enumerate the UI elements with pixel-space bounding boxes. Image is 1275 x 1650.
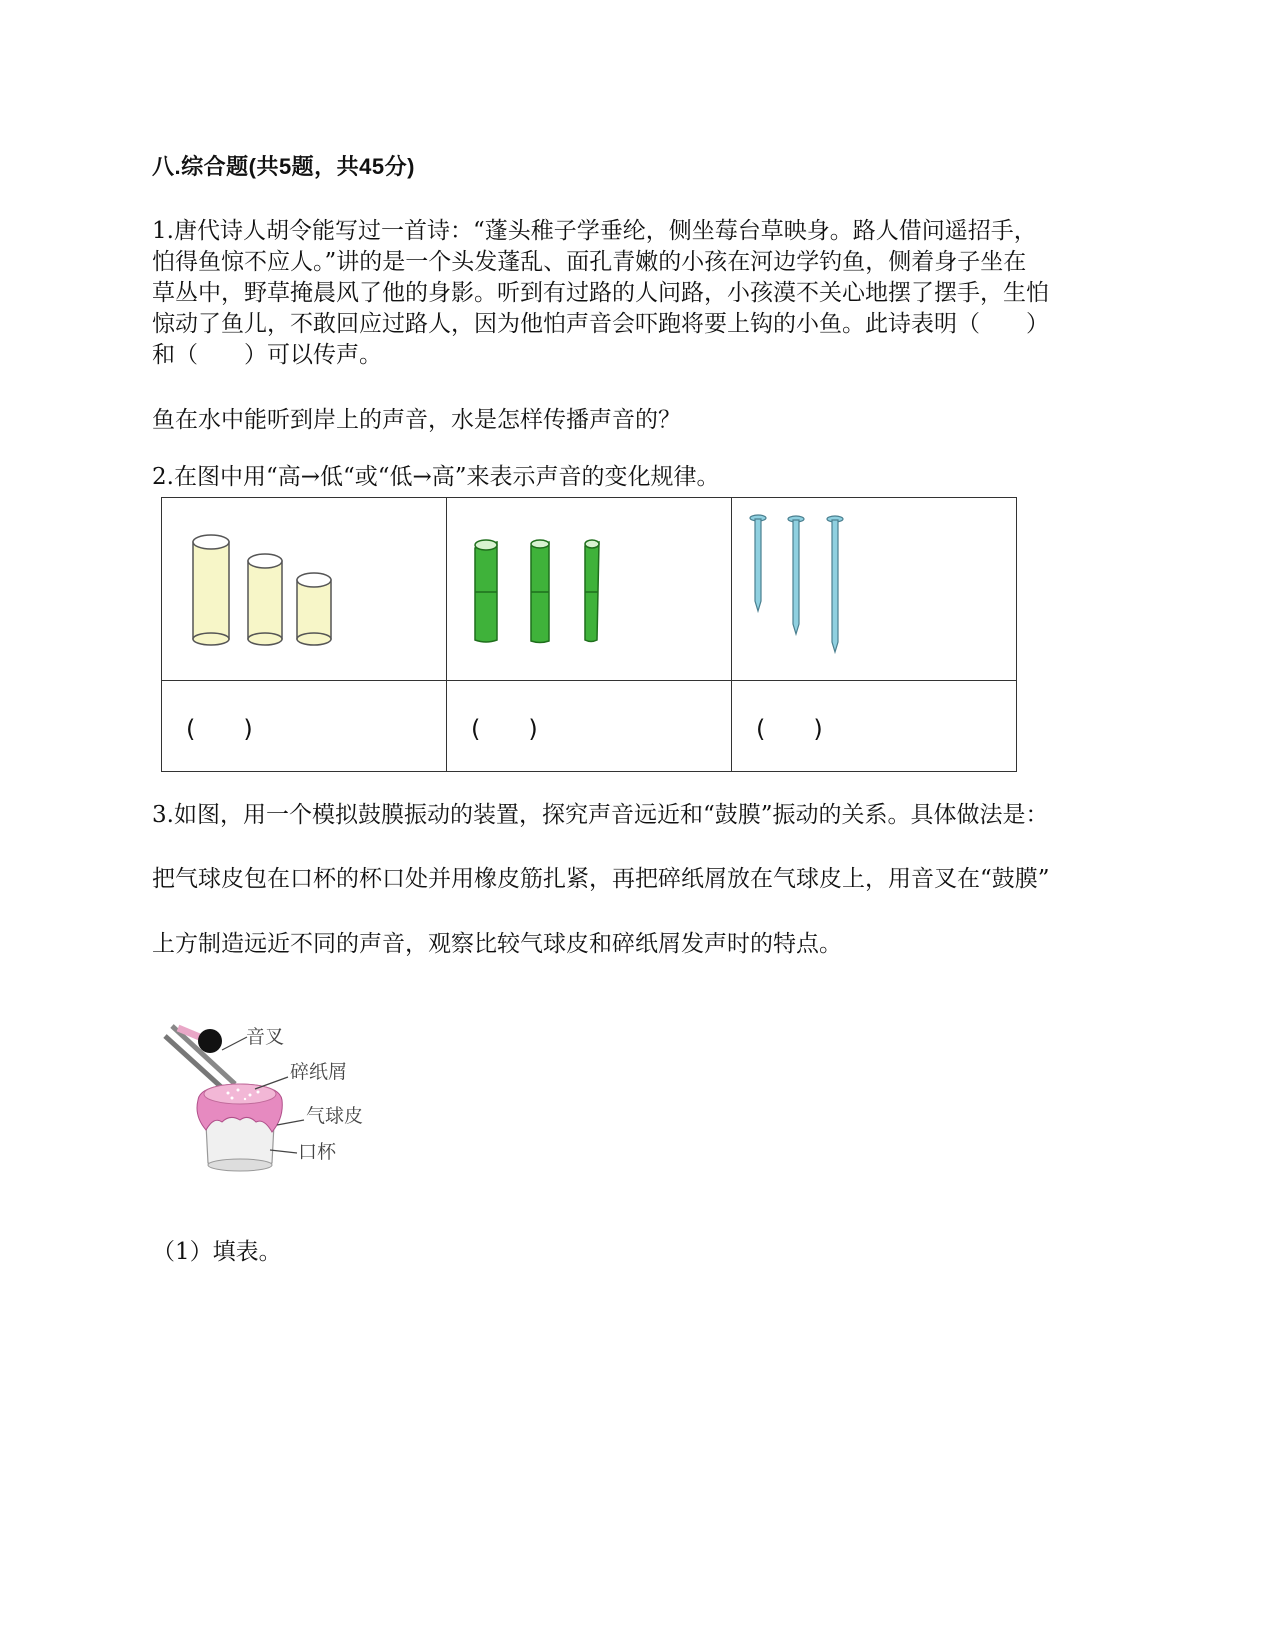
section-title: 八.综合题(共5题，共45分) bbox=[152, 154, 415, 179]
tubes-cell bbox=[162, 498, 447, 681]
question-1-line: 惊动了鱼儿，不敢回应过路人，因为他怕声音会吓跑将要上钩的小鱼。此诗表明（ ） bbox=[152, 311, 1049, 337]
answer-blank: ( ) bbox=[186, 715, 253, 743]
answer-blank: ( ) bbox=[471, 715, 538, 743]
label-balloon-skin: 气球皮 bbox=[306, 1105, 364, 1127]
question-1-line: 草丛中，野草掩晨风了他的身影。听到有过路的人问路，小孩漠不关心地摆了摆手，生怕 bbox=[152, 280, 1049, 306]
nails-cell bbox=[732, 498, 1017, 681]
question-1-sub: 鱼在水中能听到岸上的声音，水是怎样传播声音的？ bbox=[152, 407, 681, 433]
answer-blank: ( ) bbox=[756, 715, 823, 743]
question-3-line: 把气球皮包在口杯的杯口处并用橡皮筋扎紧，再把碎纸屑放在气球皮上，用音叉在“鼓膜” bbox=[152, 866, 1050, 892]
question-2-table bbox=[161, 497, 1017, 772]
bamboo-tubes-image bbox=[447, 498, 731, 676]
label-paper-scraps: 碎纸屑 bbox=[290, 1061, 348, 1083]
label-cup: 口杯 bbox=[298, 1141, 337, 1163]
glass-tubes-image bbox=[162, 498, 446, 676]
question-1-line: 怕得鱼惊不应人。”讲的是一个头发蓬乱、面孔青嫩的小孩在河边学钓鱼，侧着身子坐在 bbox=[152, 249, 1027, 275]
question-1-line: 和（ ）可以传声。 bbox=[152, 342, 382, 368]
answer-cell-2[interactable] bbox=[447, 681, 732, 772]
label-tuning-fork: 音叉 bbox=[246, 1026, 285, 1048]
question-1-line: 1.唐代诗人胡令能写过一首诗：“蓬头稚子学垂纶，侧坐莓台草映身。路人借问遥招手， bbox=[152, 218, 1037, 244]
eardrum-apparatus-image bbox=[160, 1010, 400, 1180]
answer-cell-3[interactable] bbox=[732, 681, 1017, 772]
bamboo-cell bbox=[447, 498, 732, 681]
answer-cell-1[interactable] bbox=[162, 681, 447, 772]
question-2: 2.在图中用“高→低“或“低→高”来表示声音的变化规律。 bbox=[152, 464, 720, 490]
question-3-line: 3.如图，用一个模拟鼓膜振动的装置，探究声音远近和“鼓膜”振动的关系。具体做法是： bbox=[152, 802, 1049, 828]
question-3-sub-1: （1）填表。 bbox=[152, 1239, 282, 1265]
question-1 bbox=[152, 216, 1132, 371]
question-3-line: 上方制造远近不同的声音，观察比较气球皮和碎纸屑发声时的特点。 bbox=[152, 931, 842, 957]
nails-image bbox=[732, 498, 1016, 676]
